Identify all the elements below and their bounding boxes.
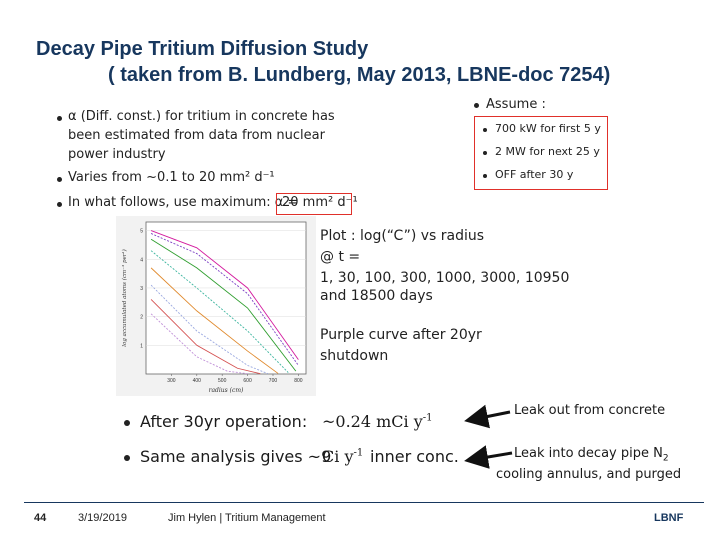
chart-y-tick-label: 1: [140, 343, 143, 350]
bullet-dot: [483, 151, 487, 155]
bullet-dot: [124, 420, 130, 426]
bullet-dot: [483, 128, 487, 132]
bullet-dot: [124, 455, 130, 461]
bullet-dot: [474, 103, 479, 108]
bullet-dot: [57, 202, 62, 207]
result-30yr-label: After 30yr operation:: [140, 412, 308, 431]
footer-date: 3/19/2019: [78, 512, 127, 524]
result-inner-number: Ci y: [322, 447, 354, 466]
bullet-varies: Varies from ~0.1 to 20 mm² d⁻¹: [68, 170, 275, 185]
slide-title-line2: ( taken from B. Lundberg, May 2013, LBNE-doc 7254): [108, 64, 611, 86]
annotation-leak-in: [514, 446, 669, 464]
chart-x-tick-label: 800: [294, 378, 303, 384]
chart-y-tick-label: 3: [140, 285, 143, 292]
assume-heading: Assume :: [486, 97, 546, 112]
bullet-dot: [57, 116, 62, 121]
chart-y-tick-label: 5: [140, 228, 143, 235]
slide-title-line1: Decay Pipe Tritium Diffusion Study: [36, 38, 369, 60]
page-number: 44: [34, 512, 47, 524]
plot-note-line2: @ t =: [320, 249, 361, 265]
chart-x-tick-label: 400: [192, 378, 201, 384]
assume-item: OFF after 30 y: [495, 168, 574, 181]
bullet-dot: [483, 174, 487, 178]
result-inner-suffix: inner conc.: [370, 447, 459, 466]
result-30yr-exponent: -1: [422, 412, 433, 424]
result-inner-label: Same analysis gives ~9: [140, 447, 332, 466]
plot-note-line3: 1, 30, 100, 300, 1000, 3000, 10950: [320, 270, 570, 286]
chart-plot-area: [146, 222, 306, 374]
arrow-leak-in: [470, 453, 512, 460]
result-inner-exponent: -1: [353, 447, 364, 459]
annotation-leak-out: Leak out from concrete: [514, 403, 666, 418]
annotation-leak-in-line2: cooling annulus, and purged: [496, 467, 682, 482]
chart-x-axis-label: radius (cm): [208, 387, 244, 394]
chart-x-tick-label: 700: [268, 378, 278, 384]
chart-x-tick-label: 600: [243, 378, 252, 384]
diffusion-chart: [116, 216, 316, 396]
plot-note-line4: and 18500 days: [320, 288, 433, 304]
slide-title: [36, 36, 610, 88]
plot-note-line1: Plot : log(“C”) vs radius: [320, 228, 485, 244]
chart-x-tick-label: 500: [218, 378, 227, 384]
chart-y-tick-label: 4: [140, 257, 143, 264]
bullet-dot: [57, 177, 62, 182]
chart-y-tick-label: 2: [140, 314, 143, 321]
result-30yr-number: ~0.24 mCi y: [322, 412, 423, 431]
maximum-value: 20 mm² d⁻¹: [282, 195, 358, 210]
result-inner-value: [322, 447, 363, 466]
maximum-highlight-box: [276, 193, 352, 215]
footer-brand: LBNF: [654, 512, 684, 524]
annotation-leak-in-subscript: 2: [662, 453, 669, 464]
result-30yr-value: [322, 412, 433, 431]
assume-item: 700 kW for first 5 y: [495, 122, 601, 135]
bullet-maximum-text: In what follows, use maximum: α =: [68, 195, 299, 210]
footer-author: Jim Hylen | Tritium Management: [168, 512, 326, 524]
annotation-leak-in-text: Leak into decay pipe N: [514, 446, 663, 461]
plot-note-line5: Purple curve after 20yr: [320, 327, 482, 343]
bullet-diff-const: α (Diff. const.) for tritium in concrete has been estimated from data from nuclear power industry: [68, 109, 335, 162]
chart-x-tick-label: 300: [167, 378, 176, 384]
footer-divider: [24, 502, 704, 503]
bullet-maximum: [68, 193, 298, 212]
plot-note-line6: shutdown: [320, 348, 389, 364]
arrow-leak-out: [470, 412, 510, 420]
chart-y-axis-label: log accumulated atoms (cm⁻³ per¹): [122, 249, 128, 347]
assume-item: 2 MW for next 25 y: [495, 145, 600, 158]
